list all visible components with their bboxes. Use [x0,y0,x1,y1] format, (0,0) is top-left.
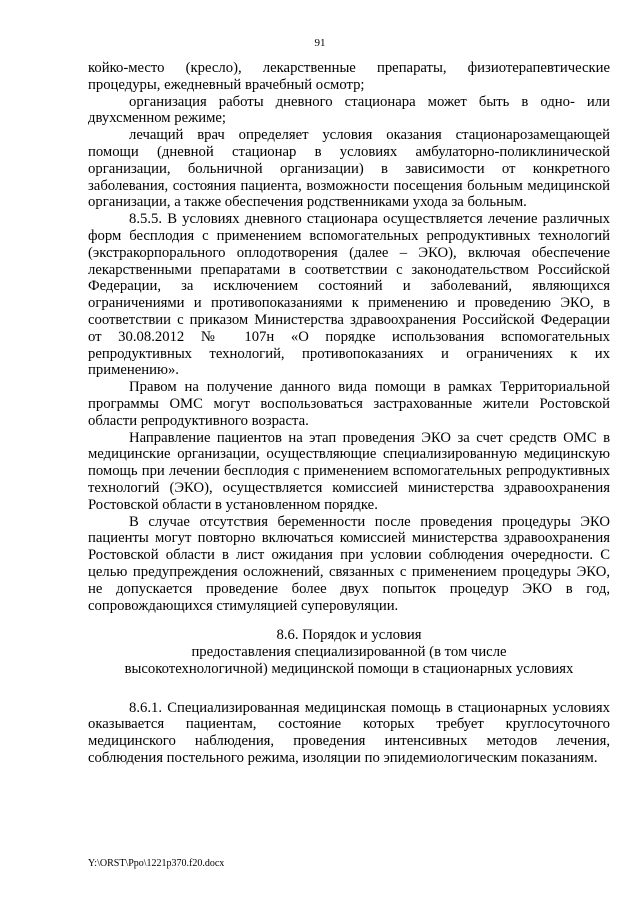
section-heading-line-3: высокотехнологичной) медицинской помощи в стационарных условиях [124,660,574,677]
document-body [88,60,610,767]
footer-file-path: Y:\ORST\Ppo\1221p370.f20.docx [88,858,225,869]
paragraph: В случае отсутствия беременности после проведения процедуры ЭКО пациенты могут повторно включаться комиссией министерства здравоохранения Ростовской области в лист ожидания при условии соблюдения очередности. С целью предупреждения осложнений, связанных с применением процедуры ЭКО, не допускается проведение более двух попыток процедур ЭКО в год, сопровождающихся стимуляцией суперовуляции. [88,513,610,614]
page-number: 91 [314,37,326,49]
paragraph: организация работы дневного стационара может быть в одно- или двухсменном режиме; [88,93,610,127]
section-heading-line-2: предоставления специализированной (в том числе [191,644,507,661]
paragraph: лечащий врач определяет условия оказания стационарозамещающей помощи (дневной стационар в условиях амбулаторно-поликлинической организации, больничной организации) в зависимости от конкретного заболевания, состояния пациента, возможности посещения больным медицинской организации, а также обеспечения родственниками ухода за больным. [88,127,610,211]
paragraph-8-5-5: 8.5.5. В условиях дневного стационара осуществляется лечение различных форм бесплодия с применением вспомогательных репродуктивных технологий (экстракорпорального оплодотворения (далее – ЭКО), включая обеспечение лекарственными препаратами в соответствии с законодательством Российской Федерации, за исключением состояний и заболеваний, являющихся ограничениями и противопоказаниями к применению и проведению ЭКО, в соответствии с приказом Министерства здравоохранения Российской Федерации от 30.08.2012 № 107н «О порядке использования вспомогательных репродуктивных технологий, противопоказаниях и ограничениях к их применению». [88,211,610,379]
paragraph-8-6-1: 8.6.1. Специализированная медицинская помощь в стационарных условиях оказывается пациентам, состояние которых требует круглосуточного медицинского наблюдения, проведения интенсивных методов лечения, соблюдения постельного режима, изоляции по эпидемиологическим показаниям. [88,699,610,767]
paragraph: Направление пациентов на этап проведения ЭКО за счет средств ОМС в медицинские организации, осуществляющие специализированную медицинскую помощь при лечении бесплодия с применением вспомогательных репродуктивных технологий (ЭКО), осуществляется комиссией министерства здравоохранения Ростовской области в установленном порядке. [88,429,610,513]
section-heading [88,627,610,677]
paragraph: койко-место (кресло), лекарственные препараты, физиотерапевтические процедуры, ежедневный врачебный осмотр; [88,60,610,93]
paragraph: Правом на получение данного вида помощи в рамках Территориальной программы ОМС могут воспользоваться застрахованные жители Ростовской области репродуктивного возраста. [88,379,610,429]
section-heading-line-1: 8.6. Порядок и условия [276,627,422,644]
